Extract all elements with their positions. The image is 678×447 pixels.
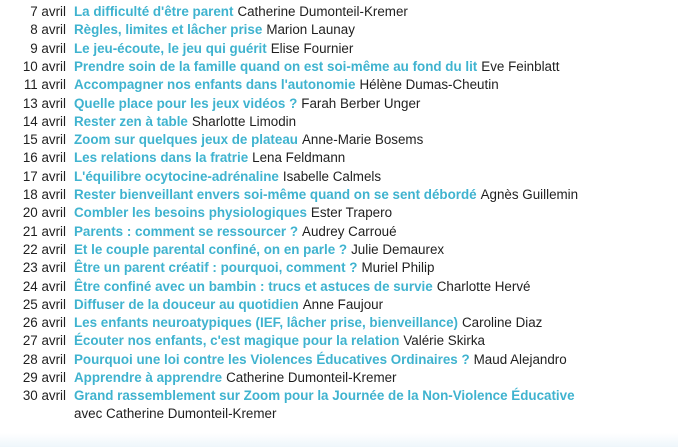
talk-title-link[interactable]: Apprendre à apprendre	[74, 370, 223, 385]
talk-title-link[interactable]: Être confiné avec un bambin : trucs et astuces de survie	[74, 278, 433, 294]
schedule-date: 29 avril	[22, 370, 66, 385]
schedule-row	[0, 76, 678, 94]
schedule-date: 15 avril	[22, 132, 66, 148]
talk-title-link[interactable]: Rester bienveillant envers soi-même quand on se sent débordé	[74, 187, 477, 202]
speaker-name: Catherine Dumonteil-Kremer	[237, 4, 408, 19]
schedule-entry	[74, 131, 423, 149]
talk-title-link[interactable]: Diffuser de la douceur au quotidien	[74, 296, 299, 312]
speaker-name: Sharlotte Limodin	[191, 113, 297, 129]
speaker-name: Ester Trapero	[310, 205, 393, 221]
talk-title-link[interactable]: Accompagner nos enfants dans l'autonomie	[74, 77, 356, 93]
schedule-entry	[74, 76, 499, 94]
speaker-name: Anne Faujour	[302, 296, 384, 312]
schedule-row	[0, 168, 678, 186]
schedule-entry	[74, 58, 559, 76]
schedule-row	[0, 58, 678, 76]
speaker-name: Anne-Marie Bosems	[301, 132, 424, 148]
talk-title-link[interactable]: Pourquoi une loi contre les Violences Éducatives Ordinaires ?	[74, 351, 470, 367]
talk-title-link[interactable]: Et le couple parental confiné, on en parle ?	[74, 241, 348, 257]
talk-title-link[interactable]: Être un parent créatif : pourquoi, comment ?	[74, 260, 358, 276]
schedule-entry	[74, 204, 392, 222]
talk-title-link[interactable]: Prendre soin de la famille quand on est soi-même au fond du lit	[74, 58, 478, 74]
schedule-date: 22 avril	[22, 241, 66, 257]
schedule-date: 23 avril	[22, 260, 66, 276]
talk-title-link[interactable]: La difficulté d'être parent	[74, 4, 234, 19]
schedule-date: 25 avril	[22, 296, 66, 312]
schedule-entry	[74, 259, 434, 277]
schedule-entry	[74, 149, 345, 167]
schedule-entry	[74, 113, 296, 131]
talk-title-link[interactable]: Combler les besoins physiologiques	[74, 205, 307, 221]
schedule-row	[0, 204, 678, 222]
speaker-name: Marion Launay	[266, 22, 355, 38]
schedule-entry	[74, 351, 567, 369]
schedule-entry	[74, 223, 397, 241]
schedule-row	[0, 278, 678, 296]
speaker-name: Catherine Dumonteil-Kremer	[226, 370, 397, 385]
schedule-date: 24 avril	[22, 278, 66, 294]
schedule-date: 17 avril	[22, 168, 66, 184]
speaker-name: Elise Fournier	[270, 40, 354, 56]
talk-title-link[interactable]: Écouter nos enfants, c'est magique pour la relation	[74, 333, 400, 349]
schedule-row	[0, 95, 678, 113]
talk-title-link[interactable]: Les relations dans la fratrie	[74, 150, 249, 166]
speaker-name: Charlotte Hervé	[436, 278, 531, 294]
schedule-date: 7 avril	[30, 4, 66, 19]
schedule-date: 20 avril	[22, 205, 66, 221]
schedule-row	[0, 314, 678, 332]
schedule-row	[0, 40, 678, 58]
talk-title-link[interactable]: Rester zen à table	[74, 113, 188, 129]
schedule-date: 8 avril	[30, 22, 66, 38]
schedule-date: 21 avril	[22, 223, 66, 239]
speaker-name: Julie Demaurex	[351, 241, 445, 257]
speaker-name: Eve Feinblatt	[481, 58, 560, 74]
speaker-name: Audrey Carroué	[302, 223, 397, 239]
schedule-entry	[74, 387, 575, 405]
schedule-entry	[74, 40, 353, 58]
schedule-entry	[74, 296, 383, 314]
schedule-row	[0, 241, 678, 259]
schedule-row	[0, 21, 678, 39]
schedule-entry	[74, 186, 578, 204]
speaker-name: Caroline Diaz	[462, 315, 543, 331]
talk-title-link[interactable]: Le jeu-écoute, le jeu qui guérit	[74, 40, 267, 56]
schedule-row	[0, 186, 678, 204]
schedule-row	[0, 149, 678, 167]
speaker-name: Maud Alejandro	[473, 351, 567, 367]
schedule-date: 10 avril	[22, 58, 66, 74]
schedule-date: 18 avril	[22, 187, 66, 202]
schedule-entry	[74, 314, 542, 332]
speaker-name: avec Catherine Dumonteil-Kremer	[74, 406, 277, 422]
schedule-row	[0, 259, 678, 277]
schedule-entry	[74, 3, 408, 21]
speaker-name: Muriel Philip	[361, 260, 435, 276]
schedule-row	[0, 223, 678, 241]
schedule-date: 26 avril	[22, 315, 66, 331]
bottom-shade	[0, 433, 678, 447]
schedule-date: 13 avril	[22, 95, 66, 111]
speaker-name: Valérie Skirka	[403, 333, 485, 349]
schedule-row	[0, 332, 678, 350]
speaker-name: Hélène Dumas-Cheutin	[359, 77, 499, 93]
schedule-entry	[74, 21, 355, 39]
schedule-entry	[74, 241, 444, 259]
schedule-row	[0, 369, 678, 387]
speaker-name: Farah Berber Unger	[301, 95, 421, 111]
talk-title-link[interactable]: Parents : comment se ressourcer ?	[74, 223, 299, 239]
talk-title-link[interactable]: L'équilibre ocytocine-adrénaline	[74, 168, 279, 184]
schedule-row	[0, 113, 678, 131]
schedule-date: 30 avril	[22, 388, 66, 404]
speaker-name: Agnès Guillemin	[480, 187, 579, 202]
talk-title-link[interactable]: Quelle place pour les jeux vidéos ?	[74, 95, 298, 111]
schedule-entry	[74, 332, 485, 350]
talk-title-link[interactable]: Zoom sur quelques jeux de plateau	[74, 132, 298, 148]
schedule-date: 14 avril	[22, 113, 66, 129]
schedule-date: 11 avril	[23, 77, 66, 93]
schedule-entry	[74, 369, 397, 387]
schedule-entry	[74, 278, 530, 296]
speaker-name: Isabelle Calmels	[282, 168, 382, 184]
schedule-date: 16 avril	[22, 150, 66, 166]
schedule-date: 9 avril	[30, 40, 66, 56]
schedule-date: 28 avril	[22, 351, 66, 367]
schedule-row	[0, 3, 678, 21]
schedule-entry	[74, 168, 381, 186]
schedule-entry	[74, 95, 420, 113]
schedule-row	[0, 296, 678, 314]
schedule-date: 27 avril	[22, 333, 66, 349]
talk-title-link[interactable]: Grand rassemblement sur Zoom pour la Journée de la Non-Violence Éducative	[74, 388, 575, 404]
schedule-row	[0, 351, 678, 369]
speaker-name: Lena Feldmann	[252, 150, 346, 166]
schedule-row	[0, 387, 678, 422]
talk-title-link[interactable]: Règles, limites et lâcher prise	[74, 22, 263, 38]
schedule-row	[0, 131, 678, 149]
talk-title-link[interactable]: Les enfants neuroatypiques (IEF, lâcher prise, bienveillance)	[74, 315, 458, 331]
